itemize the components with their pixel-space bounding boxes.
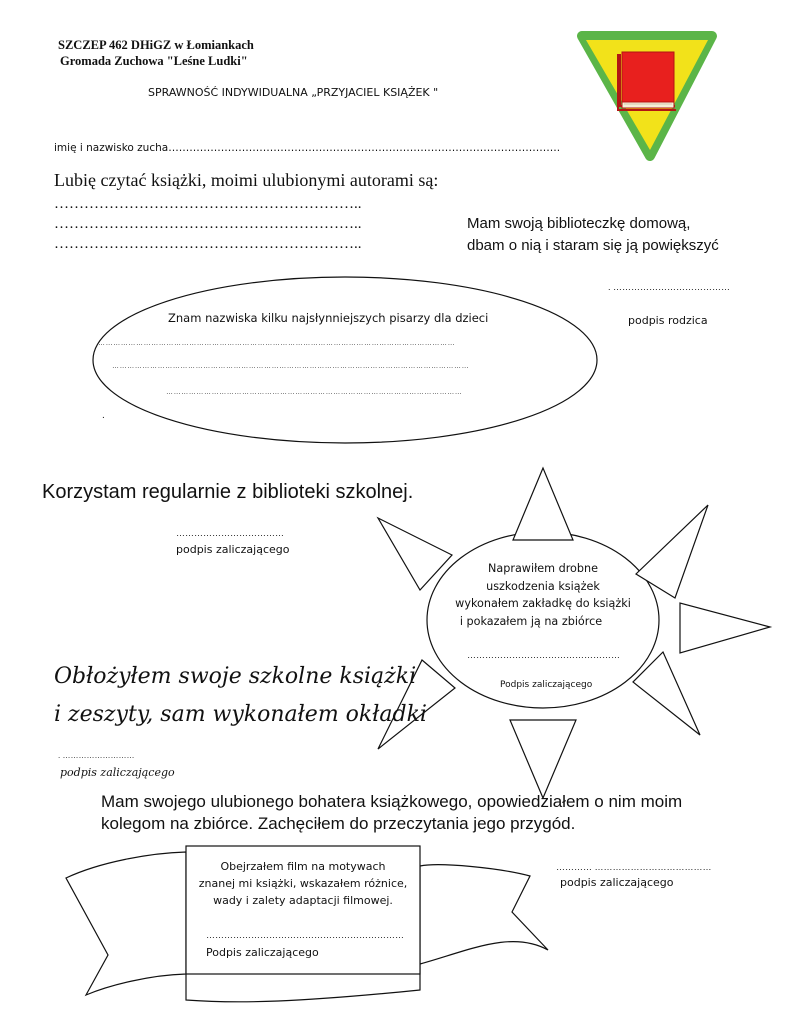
school-library-signature-line[interactable]: ……………………………… [176, 528, 284, 538]
film-signature-label: Podpis zaliczającego [206, 946, 319, 959]
sun-ray-bottom [510, 720, 576, 798]
sun-signature-line[interactable]: …………………………………………… [467, 650, 620, 660]
sun-line-1: Naprawiłem drobne [488, 562, 598, 575]
writers-line-3[interactable]: ……………………………………………………………………………………………………… [166, 389, 463, 396]
pack-line: Gromada Zuchowa "Leśne Ludki" [60, 54, 248, 68]
parent-signature-label: podpis rodzica [628, 314, 708, 327]
hero-signature-label: podpis zaliczającego [560, 876, 674, 889]
film-line-2: znanej mi książki, wskazałem różnice, [198, 877, 408, 890]
authors-line-3[interactable]: …………………………………………………….. [54, 236, 362, 252]
school-library-text: Korzystam regularnie z biblioteki szkolnej. [42, 481, 414, 503]
sun-line-2: uszkodzenia książek [486, 579, 600, 593]
sun-line-4: i pokazałem ją na zbiórce [459, 614, 603, 628]
badge-title: SPRAWNOŚĆ INDYWIDUALNA „PRZYJACIEL KSIĄŻEK " [148, 86, 439, 99]
library-line-1: Mam swoją biblioteczkę domową, [467, 215, 691, 232]
troop-line: SZCZEP 462 DHiGZ w Łomiankach [58, 38, 254, 52]
writers-line-1[interactable]: …………………………………………………………………………………………………………………………… [98, 340, 456, 347]
film-line-3: wady i zalety adaptacji filmowej. [213, 894, 393, 907]
sun-shape [378, 468, 770, 798]
film-signature-line[interactable]: ………………………………………………………… [206, 930, 404, 940]
sun-signature-label: Podpis zaliczającego [500, 680, 593, 690]
sun-ray-right [680, 603, 770, 653]
school-library-signature-label: podpis zaliczającego [176, 543, 290, 556]
sun-ray-top [513, 468, 573, 540]
covers-signature-label: podpis zaliczającego [60, 766, 175, 779]
hero-line-2: kolegom na zbiórce. Zachęciłem do przeczytania jego przygód. [101, 814, 576, 833]
covers-signature-line[interactable]: . ……………………… [58, 751, 135, 760]
authors-line-1[interactable]: …………………………………………………….. [54, 196, 362, 212]
film-text [190, 858, 416, 909]
covers-line-1: Obłożyłem swoje szkolne książki [54, 664, 417, 689]
authors-heading: Lubię czytać książki, moimi ulubionymi autorami są: [54, 170, 439, 190]
authors-line-2[interactable]: …………………………………………………….. [54, 216, 362, 232]
covers-line-2: i zeszyty, sam wykonałem okładki [54, 702, 427, 727]
parent-signature-line[interactable]: . ………………………………… [608, 282, 731, 292]
writers-line-2[interactable]: …………………………………………………………………………………………………………………………… [112, 363, 470, 370]
library-line-2: dbam o nią i staram się ją powiększyć [467, 237, 719, 254]
hero-signature-line[interactable]: ………… ………………………………… [556, 862, 712, 872]
book-badge-icon [582, 36, 712, 156]
sun-text [440, 560, 646, 630]
film-line-1: Obejrzałem film na motywach [220, 860, 386, 873]
writers-text: Znam nazwiska kilku najsłynniejszych pisarzy dla dzieci [168, 311, 489, 325]
hero-line-1: Mam swojego ulubionego bohatera książkowego, opowiedziałem o nim moim [101, 792, 683, 811]
writers-ellipse [93, 277, 597, 443]
writers-dot: . [102, 410, 105, 421]
name-field[interactable]: imię i nazwisko zucha…………………………………………………………………………………………………. [54, 142, 561, 154]
sun-line-3: wykonałem zakładkę do książki [455, 597, 631, 610]
